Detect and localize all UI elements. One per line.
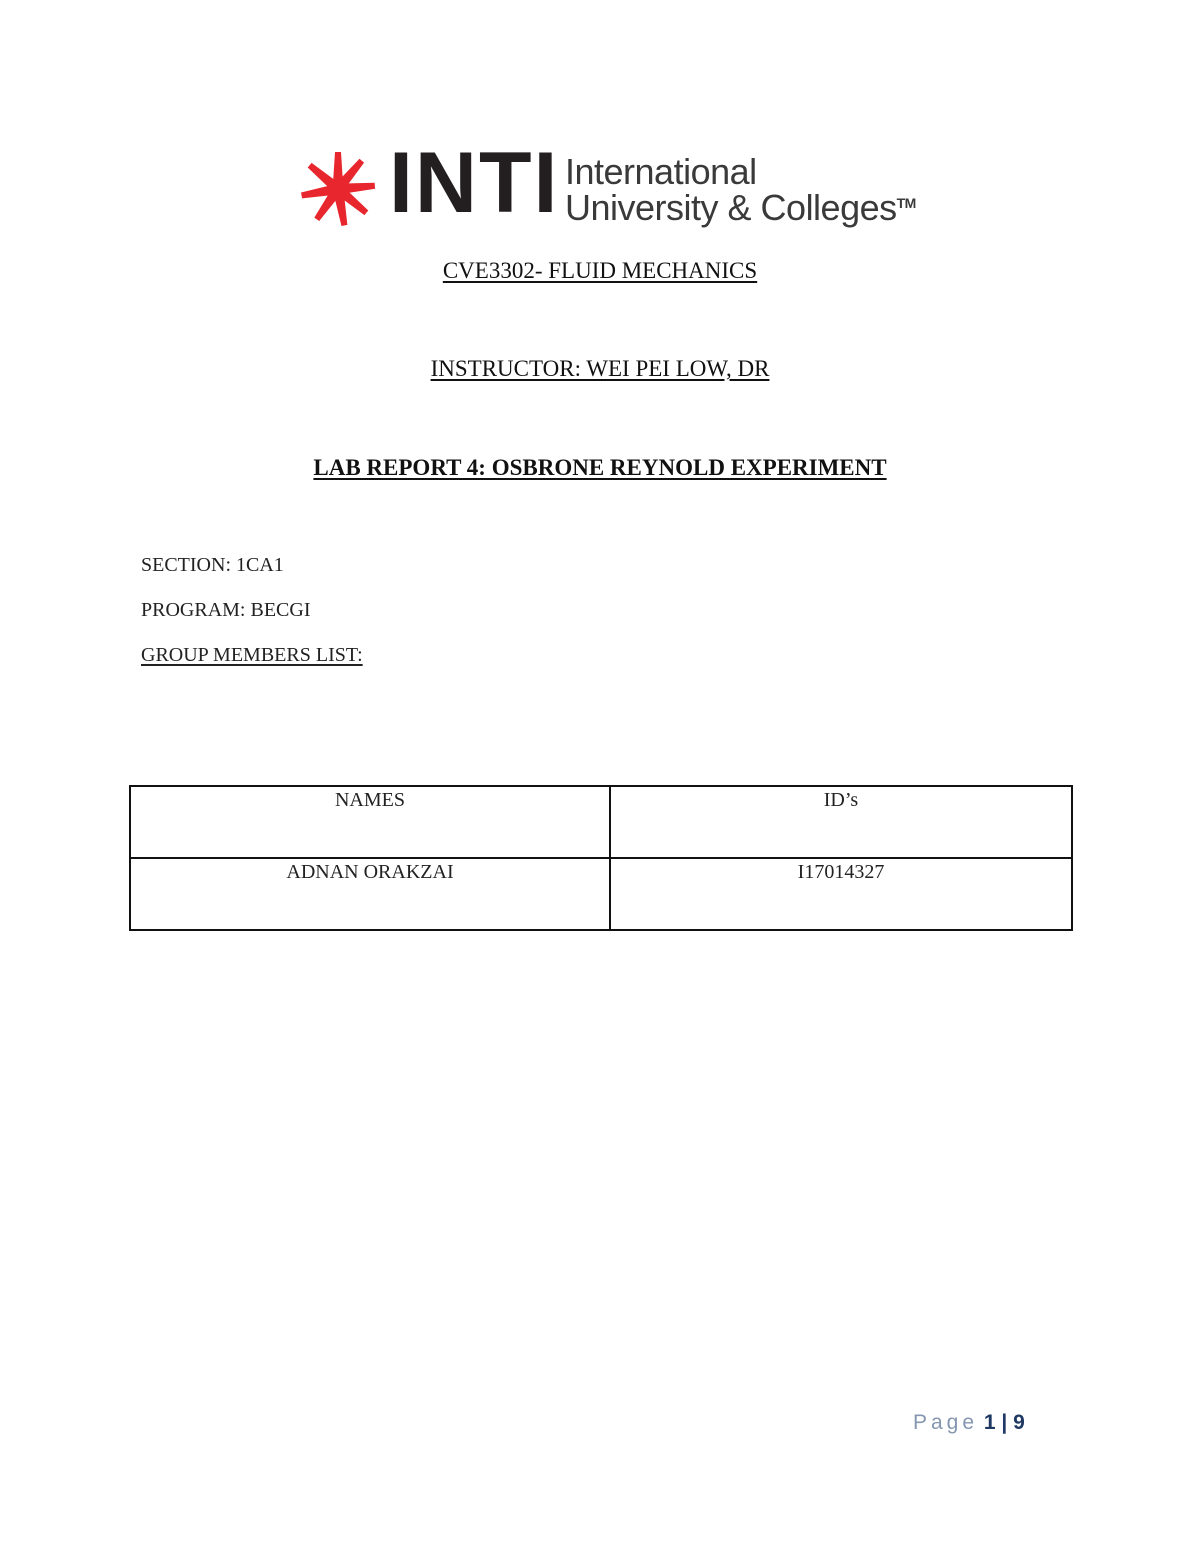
table-row [130,858,1072,930]
page-number [913,1411,1025,1435]
member-id: I17014327 [610,858,1072,930]
header-names: NAMES [130,786,610,858]
logo-line2-text: University & Colleges [565,187,897,228]
inti-logo [293,135,916,231]
logo-line2 [565,187,916,228]
members-table [129,785,1073,931]
report-title: LAB REPORT 4: OSBRONE REYNOLD EXPERIMENT [313,455,887,480]
page-current: 1 [983,1411,996,1434]
table-header-row [130,786,1072,858]
page-word: Page [913,1411,979,1434]
instructor-line: INSTRUCTOR: WEI PEI LOW, DR [430,356,770,381]
page-separator: | [1001,1411,1008,1434]
header-ids: ID’s [610,786,1072,858]
group-members-label: GROUP MEMBERS LIST: [141,644,363,666]
member-name: ADNAN ORAKZAI [130,858,610,930]
logo-brand: INTI [389,135,560,231]
section-line: SECTION: 1CA1 [141,554,284,576]
logo-line1: International [565,151,757,192]
star-icon [293,148,383,230]
program-line: PROGRAM: BECGI [141,599,311,621]
course-title: CVE3302- FLUID MECHANICS [442,258,758,283]
logo-tm: TM [896,195,916,211]
page-total: 9 [1013,1411,1025,1434]
